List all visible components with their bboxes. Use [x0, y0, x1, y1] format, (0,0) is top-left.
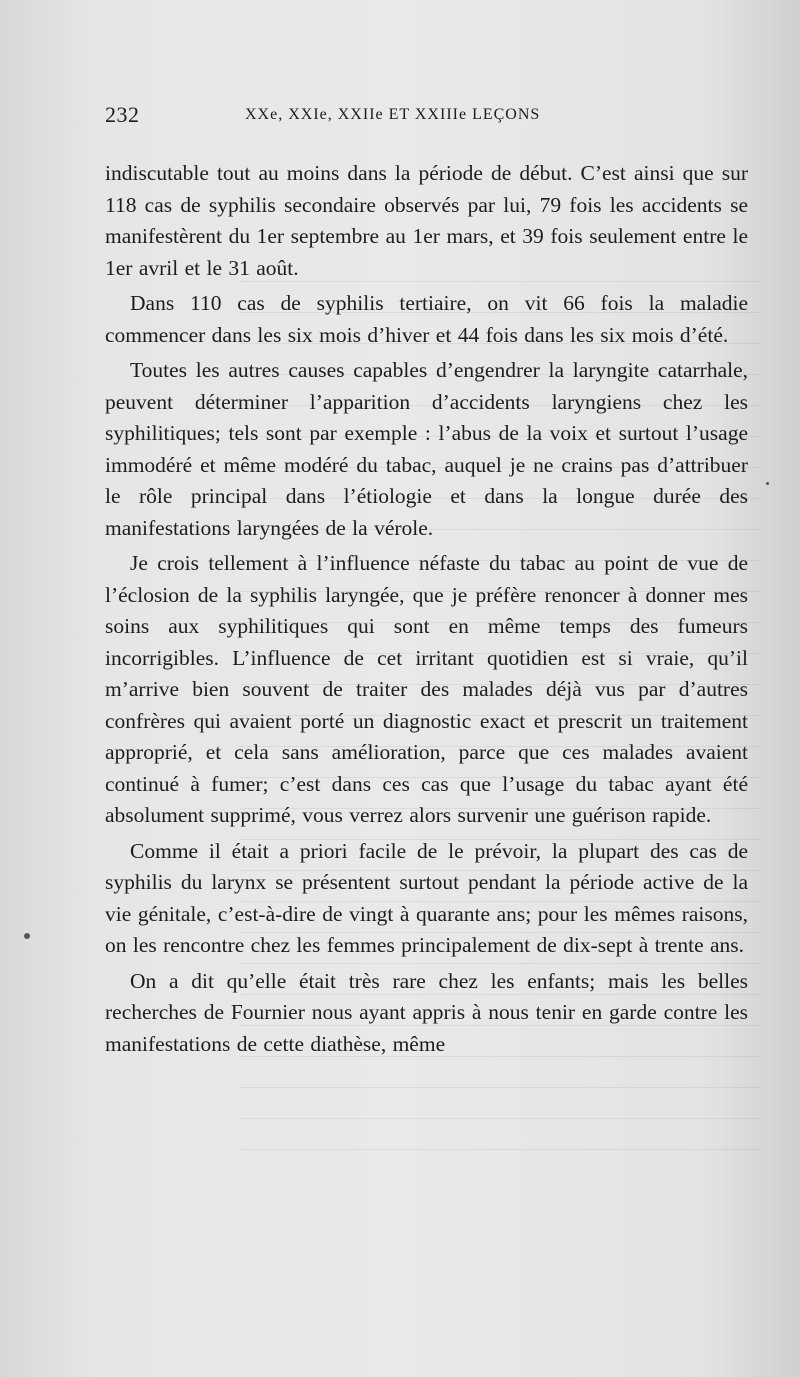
page-header — [105, 102, 750, 134]
paragraph-2: Dans 110 cas de syphilis tertiaire, on vit 66 fois la maladie commencer dans les six mois d’hiver et 44 fois dans les six mois d’été. — [105, 291, 748, 347]
page-number: 232 — [105, 102, 140, 127]
ink-speck — [24, 933, 30, 939]
paragraph-1: indiscutable tout au moins dans la période de début. C’est ainsi que sur 118 cas de syphilis secondaire observés par lui, 79 fois les accidents se manifestèrent du 1er septembre au 1er mars, et 39 fois seulement entre le 1er avril et le 31 août. — [105, 161, 748, 280]
paragraph-6: On a dit qu’elle était très rare chez les enfants; mais les belles recherches de Fournier nous ayant appris à nous tenir en garde contre les manifestations de cette diathèse, même — [105, 968, 748, 1056]
running-head: XXe, XXIe, XXIIe ET XXIIIe LEÇONS — [245, 106, 541, 123]
paragraph-3: Toutes les autres causes capables d’engendrer la laryngite catarrhale, peuvent déterminer l’apparition d’accidents laryngiens chez les syphilitiques; tels sont par exemple : l’abus de la voix et surtout l’usage immodéré et même modéré du tabac, auquel je ne crains pas d’attribuer le rôle principal dans l’étiologie et dans la longue durée des manifestations laryngées de la vérole. — [105, 358, 748, 540]
ink-speck — [766, 482, 769, 485]
paragraph-4: Je crois tellement à l’influence néfaste du tabac au point de vue de l’éclosion de la syphilis laryngée, que je préfère renoncer à donner mes soins aux syphilitiques qui sont en même temps des fumeurs incorrigibles. L’influence de cet irritant quotidien est si vraie, qu’il m’arrive bien souvent de traiter des malades déjà vus par d’autres confrères qui avaient porté un diagnostic exact et prescrit un traitement approprié, et cela sans amélioration, parce que ces malades avaient continué à fumer; c’est dans ces cas que l’usage du tabac ayant été absolument supprimé, vous verrez alors survenir une guérison rapide. — [105, 551, 748, 827]
paragraph-5: Comme il était a priori facile de le prévoir, la plupart des cas de syphilis du larynx se présentent surtout pendant la période active de la vie génitale, c’est-à-dire de vingt à quarante ans; pour les mêmes raisons, on les rencontre chez les femmes principalement de dix-sept à trente ans. — [105, 838, 748, 957]
page-body — [105, 158, 748, 1064]
